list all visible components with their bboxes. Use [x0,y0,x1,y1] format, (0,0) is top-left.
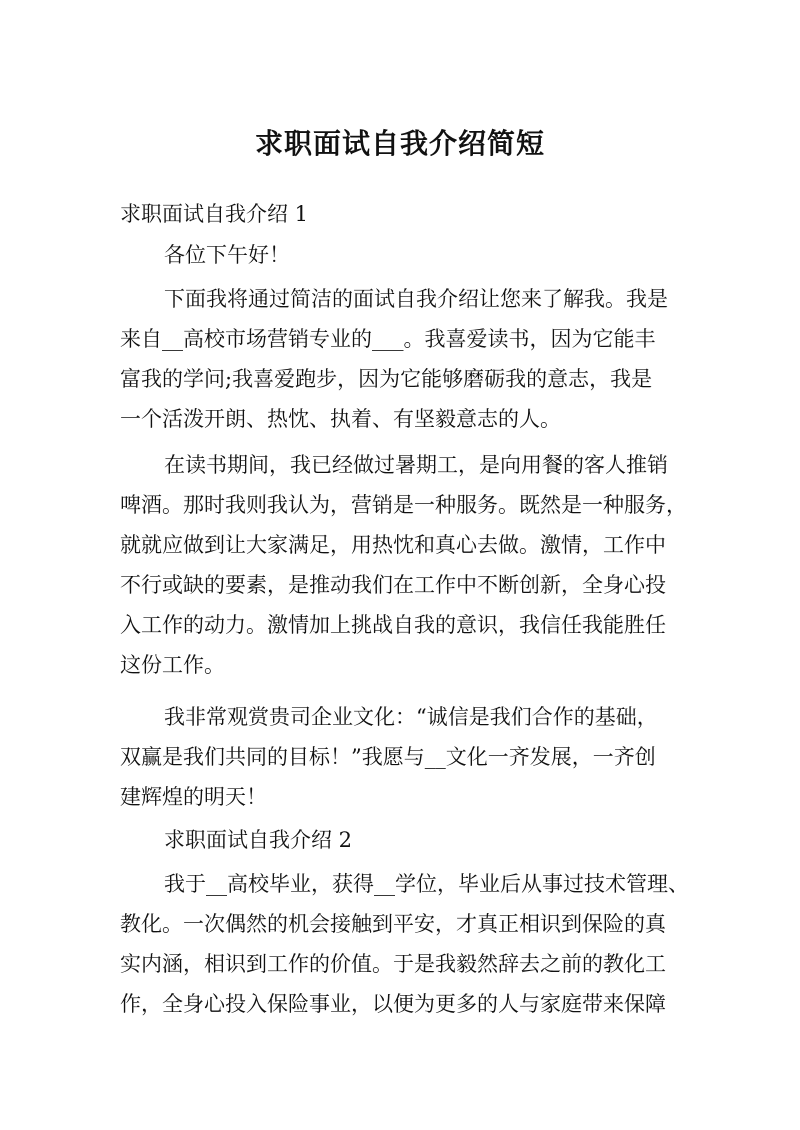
paragraph-line: 作，全身心投入保险事业，以便为更多的人与家庭带来保障 [120,992,666,1016]
paragraph-line: 建辉煌的明天！ [120,785,267,809]
paragraph-line: 在读书期间，我已经做过暑期工，是向用餐的客人推销 [164,453,668,477]
paragraph-line: 这份工作。 [120,653,225,677]
paragraph-line: 富我的学问;我喜爱跑步，因为它能够磨砺我的意志，我是 [120,367,653,391]
paragraph-line: 我非常观赏贵司企业文化：“诚信是我们合作的基础， [164,705,658,729]
paragraph-line: 就就应做到让大家满足，用热忱和真心去做。激情，工作中 [120,533,666,557]
paragraph-line: 我于__高校毕业，获得__学位，毕业后从事过技术管理、 [164,872,689,896]
paragraph-line: 一个活泼开朗、热忱、执着、有坚毅意志的人。 [120,407,561,431]
paragraph-line: 下面我将通过简洁的面试自我介绍让您来了解我。我是 [164,287,668,311]
document-title: 求职面试自我介绍简短 [254,127,545,160]
section-heading-2: 求职面试自我介绍 2 [164,828,353,852]
greeting-text: 各位下午好！ [164,243,290,267]
section-heading-1: 求职面试自我介绍 1 [120,202,309,226]
paragraph-line: 教化。一次偶然的机会接触到平安，才真正相识到保险的真 [120,912,666,936]
paragraph-line: 啤酒。那时我则我认为，营销是一种服务。既然是一种服务， [120,493,687,517]
paragraph-line: 实内涵，相识到工作的价值。于是我毅然辞去之前的教化工 [120,952,666,976]
paragraph-line: 不行或缺的要素，是推动我们在工作中不断创新，全身心投 [120,573,666,597]
paragraph-line: 入工作的动力。激情加上挑战自我的意识，我信任我能胜任 [120,613,666,637]
paragraph-line: 双赢是我们共同的目标！”我愿与__文化一齐发展，一齐创 [120,745,656,769]
paragraph-line: 来自__高校市场营销专业的___。我喜爱读书，因为它能丰 [120,327,656,351]
